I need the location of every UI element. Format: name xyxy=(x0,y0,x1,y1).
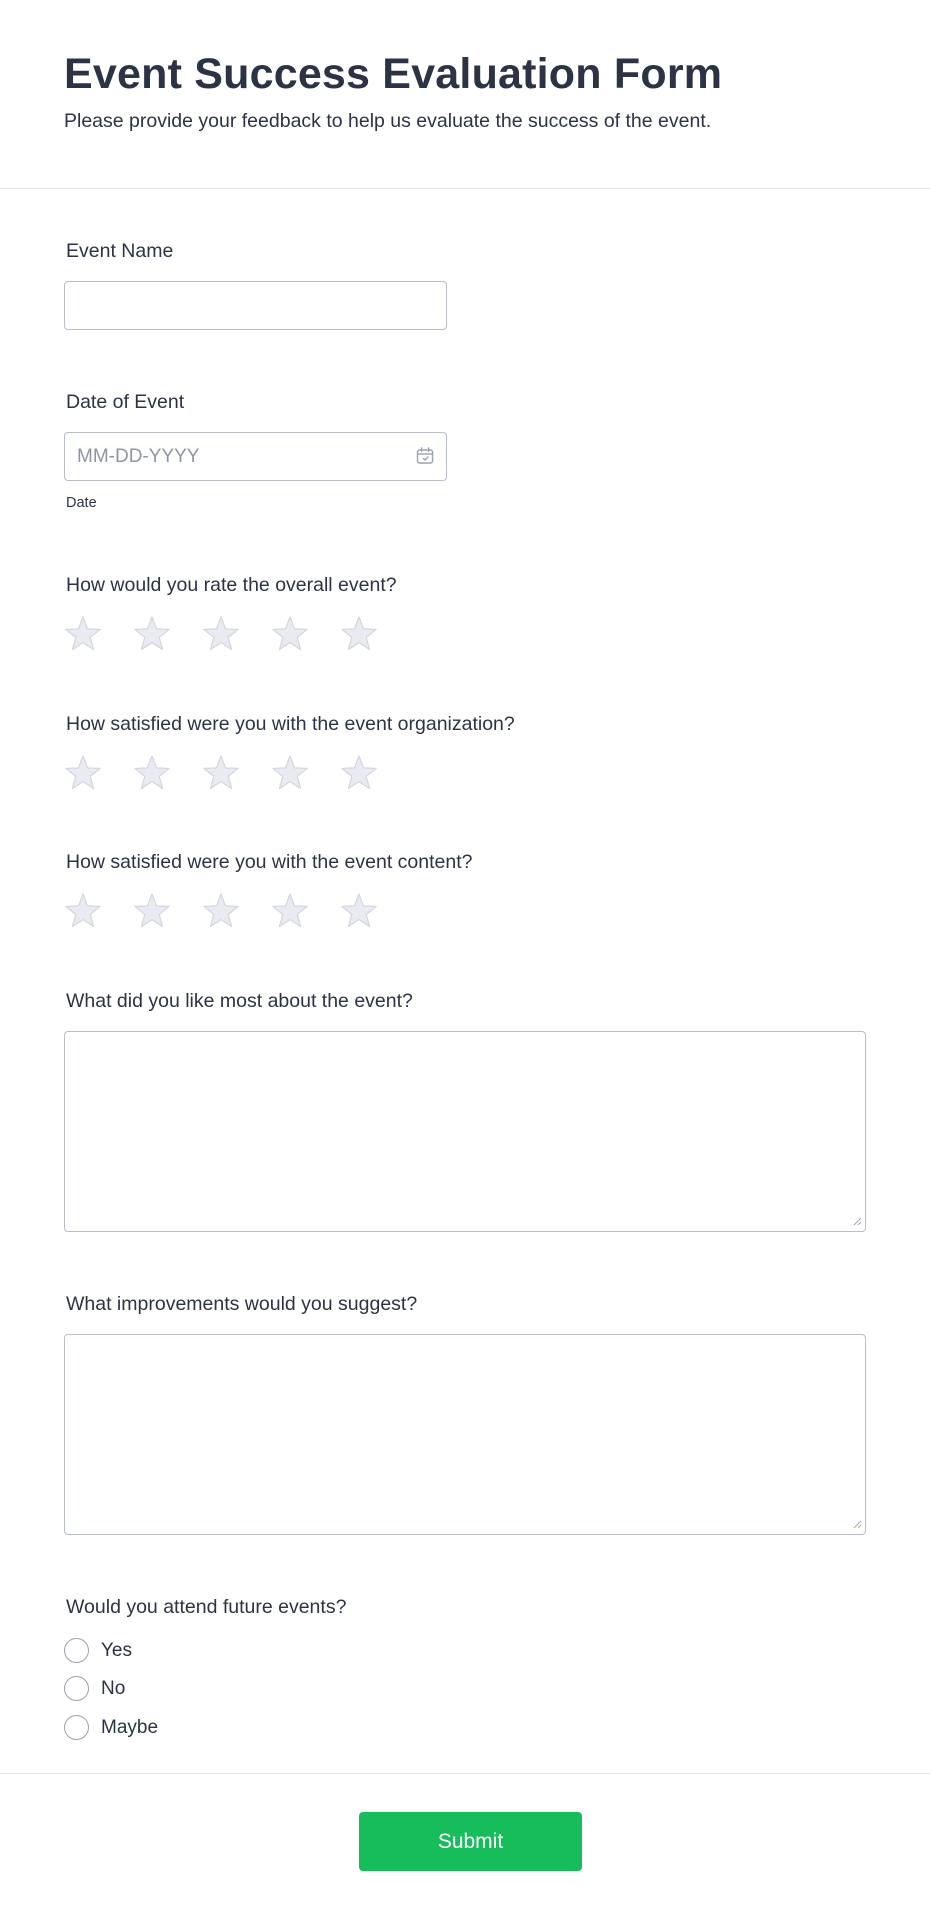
rating-organization-label: How satisfied were you with the event organization? xyxy=(66,713,515,735)
rating-overall-label: How would you rate the overall event? xyxy=(66,574,397,596)
resize-grip-icon[interactable] xyxy=(853,1520,862,1529)
star-icon[interactable] xyxy=(271,615,309,653)
rating-content-stars xyxy=(64,892,404,932)
radio-option-yes[interactable] xyxy=(64,1638,264,1664)
star-icon[interactable] xyxy=(202,754,240,792)
star-icon[interactable] xyxy=(340,754,378,792)
improvements-textarea[interactable] xyxy=(64,1334,866,1535)
event-date-input[interactable] xyxy=(64,432,447,481)
star-icon[interactable] xyxy=(133,615,171,653)
star-icon[interactable] xyxy=(64,615,102,653)
star-icon[interactable] xyxy=(271,754,309,792)
star-icon[interactable] xyxy=(340,892,378,930)
form-title: Event Success Evaluation Form xyxy=(64,50,723,98)
liked-most-textarea[interactable] xyxy=(64,1031,866,1232)
liked-most-label: What did you like most about the event? xyxy=(66,990,413,1012)
star-icon[interactable] xyxy=(340,615,378,653)
star-icon[interactable] xyxy=(64,892,102,930)
radio-option-no[interactable] xyxy=(64,1676,264,1702)
submit-button[interactable]: Submit xyxy=(359,1812,582,1871)
radio-button[interactable] xyxy=(64,1715,89,1740)
rating-overall-stars xyxy=(64,615,404,655)
radio-label: No xyxy=(101,1678,126,1699)
event-date-label: Date of Event xyxy=(66,391,185,413)
event-name-input[interactable] xyxy=(64,281,447,330)
star-icon[interactable] xyxy=(64,754,102,792)
improvements-wrap xyxy=(0,1334,930,1535)
form-header xyxy=(0,0,930,189)
form-subtitle: Please provide your feedback to help us evaluate the success of the event. xyxy=(64,110,712,132)
star-icon[interactable] xyxy=(271,892,309,930)
liked-most-wrap xyxy=(0,1031,930,1232)
calendar-icon[interactable] xyxy=(416,447,434,465)
star-icon[interactable] xyxy=(202,892,240,930)
radio-button[interactable] xyxy=(64,1676,89,1701)
event-date-sublabel: Date xyxy=(66,495,97,511)
star-icon[interactable] xyxy=(202,615,240,653)
footer-divider xyxy=(0,1773,930,1774)
radio-option-maybe[interactable] xyxy=(64,1715,264,1741)
radio-label: Yes xyxy=(101,1640,132,1661)
star-icon[interactable] xyxy=(133,892,171,930)
resize-grip-icon[interactable] xyxy=(853,1217,862,1226)
star-icon[interactable] xyxy=(133,754,171,792)
attend-future-label: Would you attend future events? xyxy=(66,1596,347,1618)
event-name-label: Event Name xyxy=(66,240,174,262)
event-date-field xyxy=(64,432,447,481)
improvements-label: What improvements would you suggest? xyxy=(66,1293,418,1315)
radio-label: Maybe xyxy=(101,1717,159,1738)
rating-organization-stars xyxy=(64,754,404,794)
radio-button[interactable] xyxy=(64,1638,89,1663)
rating-content-label: How satisfied were you with the event content? xyxy=(66,851,473,873)
